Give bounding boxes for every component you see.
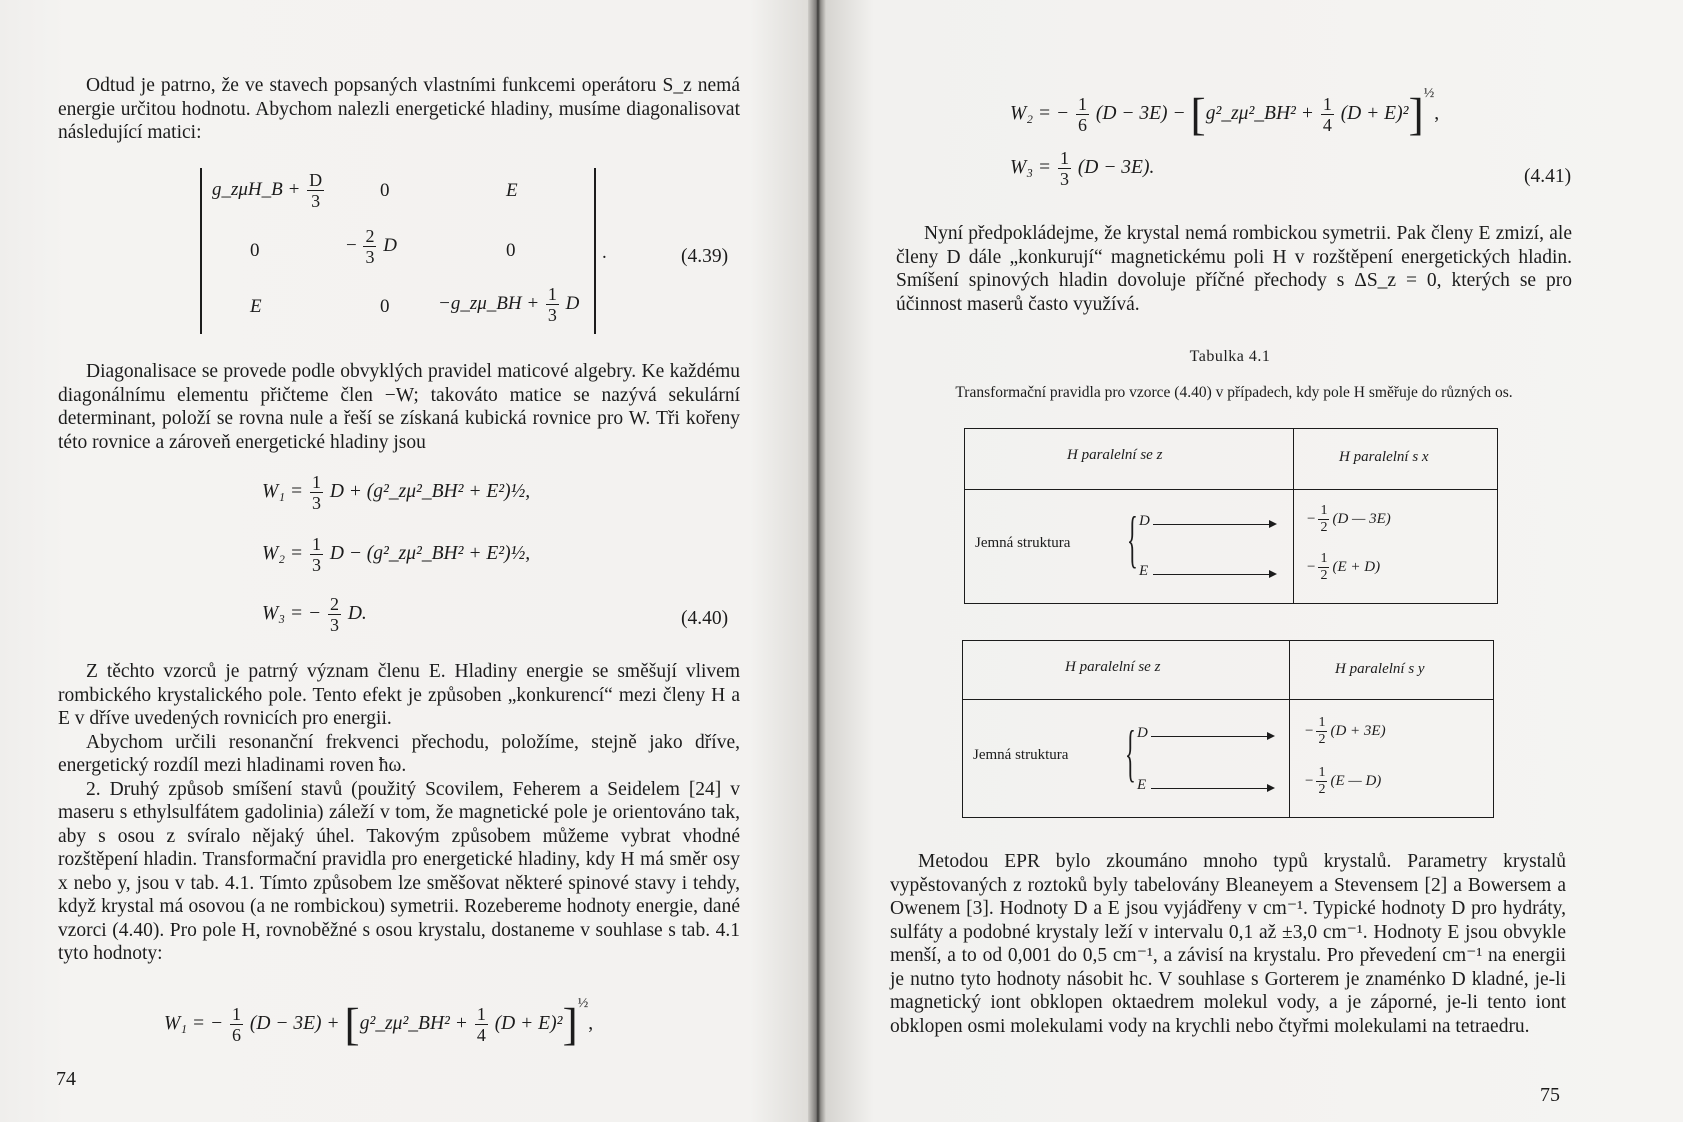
matrix-right-bar (594, 168, 596, 334)
arrow-right-icon (1153, 574, 1275, 575)
table1-result-2: − $\frac{1}{2}$ (E + D) (1307, 551, 1381, 583)
table2-row-label: Jemná struktura (973, 747, 1069, 763)
table1-result-1: − $\frac{1}{2}$ (D — 3E) (1307, 503, 1391, 535)
formula-W2-4-41: W₂ = − $\frac{1}{6}$ (D − 3E) − [g²_zμ²_BH² + $\frac{1}{4}$ (D + E)²]$^{\frac{1}{2}}$, (1010, 86, 1440, 140)
formula-W1-4-40: W₁ = $\frac{1}{3}$ D + (g²_zμ²_BH² + E²)½, (262, 472, 531, 513)
formula-W2-4-40: W₂ = $\frac{1}{3}$ D − (g²_zμ²_BH² + E²)½, (262, 534, 531, 575)
equation-number-4-39: (4.39) (681, 246, 729, 267)
intro-paragraph (58, 74, 740, 145)
formula-W1-4-41: W₁ = − $\frac{1}{6}$ (D − 3E) + [g²_zμ²_BH² + $\frac{1}{4}$ (D + E)²]$^{\frac{1}{2}}$, (164, 996, 594, 1050)
table-description: Transformační pravidla pro vzorce (4.40) v případech, kdy pole H směřuje do různých os. (955, 384, 1513, 401)
matrix-4-39 (200, 168, 607, 334)
arrow-right-icon (1151, 736, 1273, 737)
table-divider (965, 489, 1497, 490)
diagonalisation-paragraph (58, 360, 740, 454)
matrix-cell-r3c2: 0 (380, 296, 390, 317)
right-intro-paragraph (896, 222, 1572, 316)
matrix-dot: . (602, 242, 607, 263)
paragraph-epr: Metodou EPR bylo zkoumáno mnoho typů krystalů. Parametry krystalů vypěstovaných z roztoků byly tabelovány Bleaneyem a Stevensem [2] a Bowersem a Owenem [3]. Hodnoty D a E jsou vyjádřeny v cm⁻¹. Typické hodnoty D pro hydráty, sulfáty a podobné krystaly leží v intervalu 0,1 až ±3,0 cm⁻¹. Hodnoty E jsou obvykle menší, a to od 0,001 do 0,5 cm⁻¹, a závisí na krystalu. Pro převedení cm⁻¹ na energii je nutno tyto hodnoty násobit hc. V souhlase s Gorterem je znaménko D kladné, je-li magnetický iont obklopen oktaedrem molekul vody, a je záporné, je-li tento iont obklopen osmi molekulami vody na krychli nebo čtyřmi molekulami na tetraedru. (890, 851, 1566, 1037)
equation-number-4-41: (4.41) (1524, 166, 1572, 187)
transformation-table-y (962, 640, 1494, 818)
paragraph-konkurence: Z těchto vzorců je patrný význam členu E. Hladiny energie se směšují vlivem rombického krystalického pole. Tento efekt je způsoben „konkurencí“ mezi členy H a E v dříve uvedených rovnicích pro energii. (58, 661, 740, 729)
page-number-left: 74 (56, 1068, 76, 1090)
table1-e: E (1139, 563, 1149, 579)
paragraph-second-method: 2. Druhý způsob smíšení stavů (použitý Scovilem, Feherem a Seidelem [24] v maseru s ethylsulfátem gadolinia) záleží v tom, že magnetické pole je orientováno tak, aby s osou z svíralo nějaký úhel. Takovým způsobem můžeme vybrat vhodné rozštěpení hladin. Transformační pravidla pro energetické hladiny, kdy H má směr osy x nebo y, jsou v tab. 4.1. Tímto způsobem lze směšovat některé spinové stavy i tehdy, když krystal má osovou (a ne rombickou) symetrii. Rozebereme hodnoty energie, dané vzorci (4.40). Pro pole H, rovnoběžné s osou krystalu, dostaneme v souhlase s tab. 4.1 tyto hodnoty: (58, 778, 740, 964)
paragraph-resonance: Abychom určili resonanční frekvenci přechodu, položíme, stejně jako dříve, energetický rozdíl mezi hladinami roven ħω. (58, 731, 740, 776)
table1-row-label: Jemná struktura (975, 535, 1071, 551)
matrix-cell-r2c3: 0 (506, 240, 516, 261)
table1-header-z: H paralelní se z (1067, 447, 1163, 463)
formula-W3-4-40: W₃ = − $\frac{2}{3}$ D. (262, 594, 367, 635)
brace-icon: { (1125, 717, 1136, 788)
left-body-paragraphs (58, 660, 740, 966)
matrix-cell-r1c1: g_zμH_B + $\frac{D}{3}$ (212, 170, 323, 211)
table-divider (1289, 641, 1290, 817)
table2-header-y: H paralelní s y (1335, 661, 1425, 677)
matrix-cell-r2c1: 0 (250, 240, 260, 261)
table2-result-1: − $\frac{1}{2}$ (D + 3E) (1305, 715, 1386, 747)
table1-header-x: H paralelní s x (1339, 449, 1429, 465)
diagonalisation-text: Diagonalisace se provede podle obvyklých pravidel maticové algebry. Ke každému diagonálnímu elementu přičteme člen −W; takováto matice se nazývá sekulární determinant, položí se rovna nule a řeší se získaná kubická rovnice pro W. Tři kořeny této rovnice a zároveň energetické hladiny jsou (58, 361, 740, 453)
table1-d: D (1139, 513, 1150, 529)
table-divider (1293, 429, 1294, 603)
matrix-cell-r2c2: − $\frac{2}{3}$ D (346, 226, 397, 267)
table-caption: Tabulka 4.1 (1189, 348, 1271, 365)
matrix-cell-r3c1: E (250, 296, 262, 317)
matrix-left-bar (200, 168, 202, 334)
matrix-cell-r1c2: 0 (380, 180, 390, 201)
intro-text: Odtud je patrno, že ve stavech popsaných vlastními funkcemi operátoru S_z nemá energie určitou hodnotu. Abychom nalezli energetické hladiny, musíme diagonalisovat následující matici: (58, 75, 740, 143)
page-number-right: 75 (1540, 1084, 1560, 1106)
table2-d: D (1137, 725, 1148, 741)
formula-W3-4-41: W₃ = $\frac{1}{3}$ (D − 3E). (1010, 148, 1155, 189)
book-spine (808, 0, 826, 1122)
matrix-cell-r3c3: −g_zμ_BH + $\frac{1}{3}$ D (438, 284, 580, 325)
table-divider (963, 699, 1493, 700)
transformation-table-x (964, 428, 1498, 604)
arrow-right-icon (1151, 788, 1273, 789)
table2-header-z: H paralelní se z (1065, 659, 1161, 675)
table2-e: E (1137, 777, 1147, 793)
paragraph-no-rhombic: Nyní předpokládejme, že krystal nemá rombickou symetrii. Pak členy E zmizí, ale členy D dále „konkurují“ magnetickému poli H v rozštěpení energetických hladin. Smíšení spinových hladin dovoluje příčné přechody s ΔS_z = 0, kterých se pro účinnost maserů často využívá. (896, 223, 1572, 315)
table2-result-2: − $\frac{1}{2}$ (E — D) (1305, 765, 1382, 797)
equation-number-4-40: (4.40) (681, 608, 729, 629)
brace-icon: { (1127, 503, 1138, 574)
right-epr-paragraph (890, 850, 1566, 1038)
matrix-cell-r1c3: E (506, 180, 518, 201)
arrow-right-icon (1153, 524, 1275, 525)
